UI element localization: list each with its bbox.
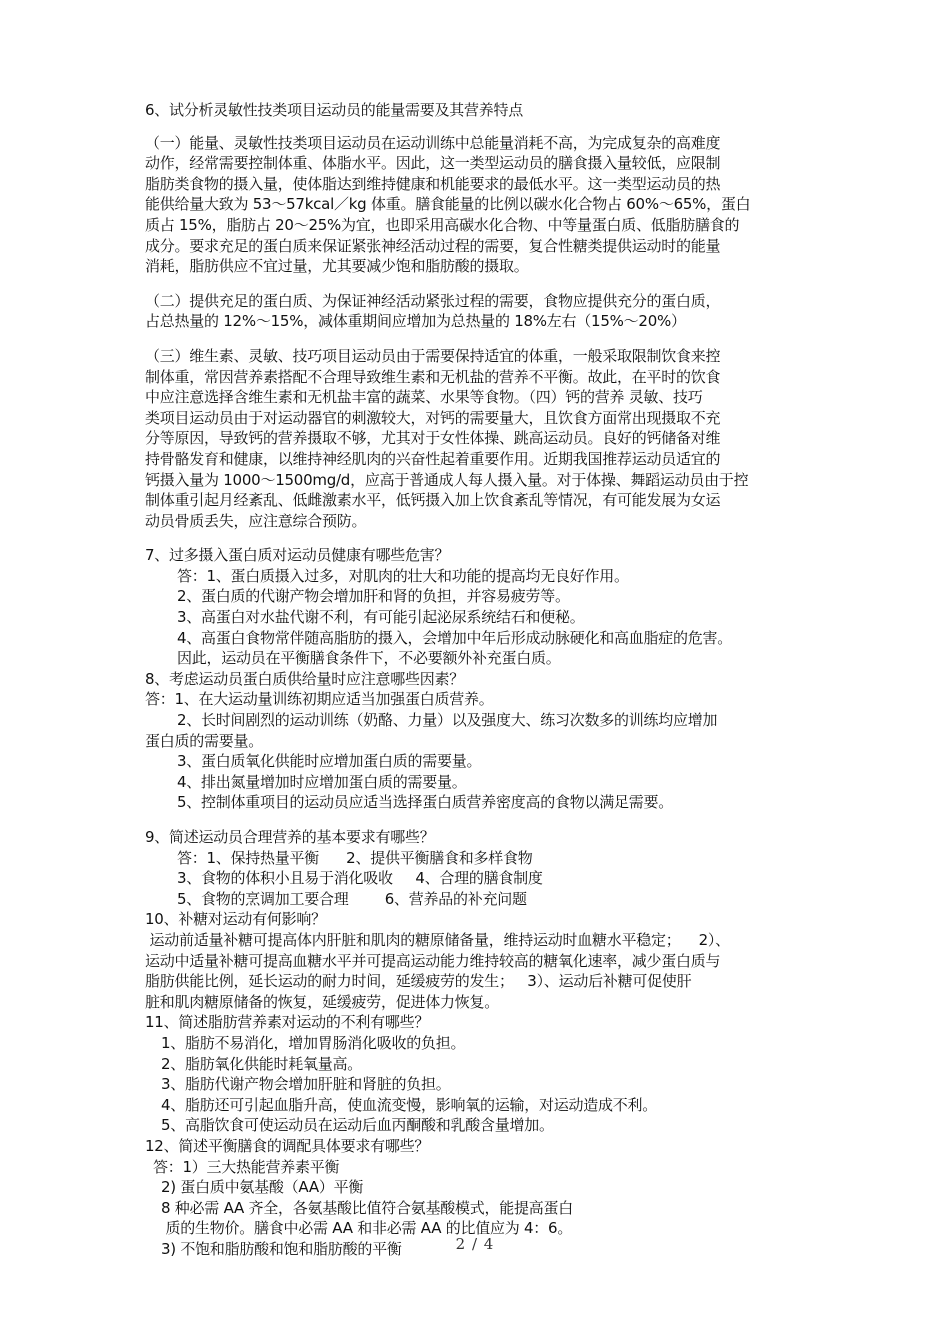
q6-paragraph-3 [145,346,821,531]
answer-line: 运动前适量补糖可提高体内肝脏和肌肉的糖原储备量，维持运动时血糖水平稳定； 2）、 [145,930,730,949]
answer-line: 5、高脂饮食可使运动员在运动后血丙酮酸和乳酸含量增加。 [161,1116,554,1135]
answer-line: 3、蛋白质氧化供能时应增加蛋白质的需要量。 [177,752,482,771]
question-10-title: 10、补糖对运动有何影响？ [145,910,326,929]
answer-line: 3、脂肪代谢产物会增加肝脏和肾脏的负担。 [161,1075,451,1094]
answer-line: 脏和肌肉糖原储备的恢复，延缓疲劳，促进体力恢复。 [145,992,500,1011]
answer-line: 蛋白质的需要量。 [145,731,264,750]
answer-line: 8 种必需 AA 齐全，各氨基酸比值符合氨基酸模式，能提高蛋白 [161,1198,574,1217]
text-line: 制体重引起月经紊乱、低雌激素水平，低钙摄入加上饮食紊乱等情况，有可能发展为女运 [145,491,721,510]
q6-paragraph-2 [145,291,821,332]
page-number: 2 / 4 [455,1235,495,1253]
text-line: 占总热量的 12%～15%，减体重期间应增加为总热量的 18%左右（15%～20%） [145,312,686,331]
text-line: 分等原因，导致钙的营养摄取不够，尤其对于女性体操、跳高运动员。良好的钙储备对维 [145,429,721,448]
answer-line: 1、脂肪不易消化，增加胃肠消化吸收的负担。 [161,1033,466,1052]
text-line: 消耗，脂肪供应不宜过量，尤其要减少饱和脂肪酸的摄取。 [145,257,529,276]
answer-line: 2、蛋白质的代谢产物会增加肝和肾的负担，并容易疲劳等。 [177,587,570,606]
question-6-title: 6、试分析灵敏性技类项目运动员的能量需要及其营养特点 [145,101,524,119]
answer-line: 5、食物的烹调加工要合理 6、营养品的补充问题 [177,889,527,908]
answer-line: 答：1、保持热量平衡 2、提供平衡膳食和多样食物 [177,848,533,867]
q6-paragraph-1 [145,133,821,277]
question-7-title: 7、过多摄入蛋白质对运动员健康有哪些危害？ [145,546,450,565]
answer-line: 答：1、蛋白质摄入过多，对肌肉的壮大和功能的提高均无良好作用。 [177,566,629,585]
text-line: 动员骨质丢失，应注意综合预防。 [145,511,367,530]
text-line: （三）维生素、灵敏、技巧项目运动员由于需要保持适宜的体重，一般采取限制饮食来控 [145,346,721,365]
text-line: （二）提供充足的蛋白质、为保证神经活动紧张过程的需要，食物应提供充分的蛋白质， [145,291,721,310]
answer-line: 4、排出氮量增加时应增加蛋白质的需要量。 [177,772,467,791]
text-line: 脂肪类食物的摄入量，使体脂达到维持健康和机能要求的最低水平。这一类型运动员的热 [145,174,721,193]
question-11 [145,1012,821,1136]
answer-line: 答：1、在大运动量训练初期应适当加强蛋白质营养。 [145,690,494,709]
text-line: （一）能量、灵敏性技类项目运动员在运动训练中总能量消耗不高，为完成复杂的高难度 [145,133,721,152]
question-8-title: 8、考虑运动员蛋白质供给量时应注意哪些因素？ [145,669,465,688]
question-11-title: 11、简述脂肪营养素对运动的不利有哪些？ [145,1013,430,1032]
text-line: 能供给量大致为 53～57kcal／kg 体重。膳食能量的比例以碳水化合物占 60%～65%，蛋白 [145,195,751,214]
answer-line: 因此，运动员在平衡膳食条件下，不必要额外补充蛋白质。 [177,649,561,668]
text-line: 制体重，常因营养素搭配不合理导致维生素和无机盐的营养不平衡。故此，在平时的饮食 [145,367,721,386]
question-12-title: 12、简述平衡膳食的调配具体要求有哪些？ [145,1136,430,1155]
answer-line: 2、长时间剧烈的运动训练（奶酪、力量）以及强度大、练习次数多的训练均应增加 [177,711,718,730]
document-body [145,100,821,1259]
question-7 [145,545,821,669]
text-line: 中应注意选择含维生素和无机盐丰富的蔬菜、水果等食物。（四）钙的营养 灵敏、技巧 [145,388,703,407]
answer-line: 3) 不饱和脂肪酸和饱和脂肪酸的平衡 [161,1239,402,1258]
question-10 [145,909,821,1012]
answer-line: 3、高蛋白对水盐代谢不利，有可能引起泌尿系统结石和便秘。 [177,608,585,627]
question-9-title: 9、简述运动员合理营养的基本要求有哪些？ [145,828,435,846]
text-line: 动作，经常需要控制体重、体脂水平。因此，这一类型运动员的膳食摄入量较低，应限制 [145,154,721,173]
answer-line: 3、食物的体积小且易于消化吸收 4、合理的膳食制度 [177,869,543,888]
answer-line: 质的生物价。膳食中必需 AA 和非必需 AA 的比值应为 4：6。 [161,1219,573,1238]
answer-line: 2) 蛋白质中氨基酸（AA）平衡 [161,1178,364,1197]
answer-line: 4、脂肪还可引起血脂升高，使血流变慢，影响氧的运输，对运动造成不利。 [161,1095,658,1114]
text-line: 质占 15%，脂肪占 20～25%为宜，也即采用高碳水化合物、中等量蛋白质、低脂肪膳食的 [145,215,740,234]
question-9 [145,827,821,909]
answer-line: 2、脂肪氧化供能时耗氧量高。 [161,1054,363,1073]
text-line: 成分。要求充足的蛋白质来保证紧张神经活动过程的需要，复合性糖类提供运动时的能量 [145,236,721,255]
answer-line: 4、高蛋白食物常伴随高脂肪的摄入，会增加中年后形成动脉硬化和高血脂症的危害。 [177,628,733,647]
question-6 [145,100,821,531]
text-line: 类项目运动员由于对运动器官的刺激较大，对钙的需要量大，且饮食方面常出现摄取不充 [145,408,721,427]
answer-line: 5、控制体重项目的运动员应适当选择蛋白质营养密度高的食物以满足需要。 [177,793,674,812]
answer-line: 运动中适量补糖可提高血糖水平并可提高运动能力维持较高的糖氧化速率，减少蛋白质与 [145,951,721,970]
question-8 [145,669,821,813]
answer-line: 脂肪供能比例，延长运动的耐力时间，延缓疲劳的发生； 3）、运动后补糖可促使肝 [145,972,692,991]
answer-line: 答：1）三大热能营养素平衡 [153,1157,340,1176]
text-line: 钙摄入量为 1000～1500mg/d，应高于普通成人每人摄入量。对于体操、舞蹈运动员由于控 [145,470,749,489]
text-line: 持骨骼发育和健康，以维持神经肌肉的兴奋性起着重要作用。近期我国推荐运动员适宜的 [145,449,721,468]
